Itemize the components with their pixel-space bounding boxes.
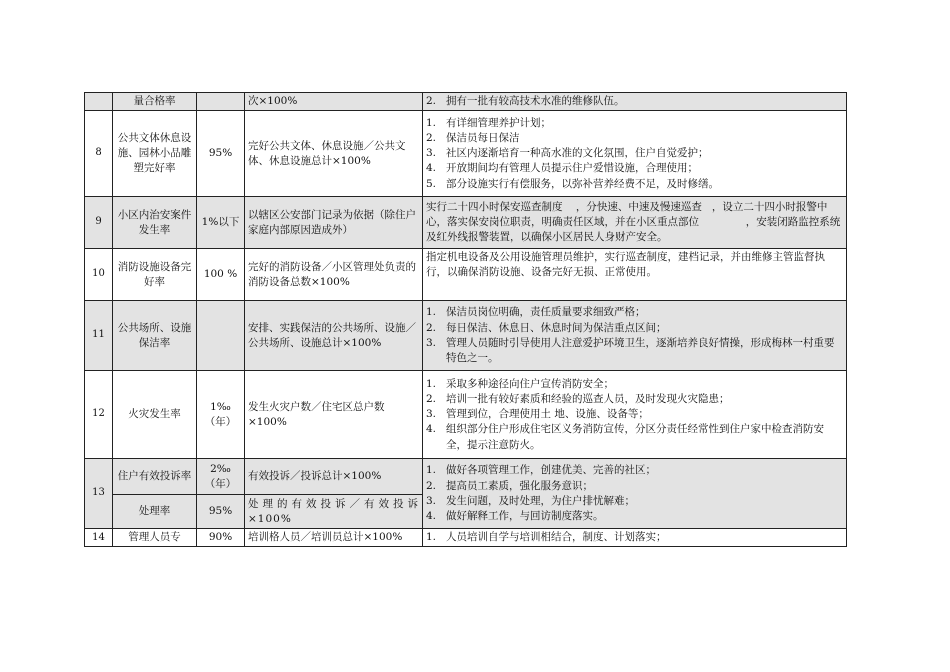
measure-item: 1. 有详细管理养护计划；: [426, 116, 551, 129]
measures: [423, 459, 847, 529]
table-row: [85, 93, 847, 111]
table-row: [85, 111, 847, 197]
measure-item: 2. 每日保洁、休息日、休息时间为保洁重点区间；: [426, 321, 667, 334]
target-value: 95%: [197, 111, 245, 197]
item-name: 量合格率: [113, 93, 197, 111]
measure-item: 3. 管理人员随时引导使用人注意爱护环境卫生，逐渐培养良好情操，形成梅林一村重要特色之一。: [426, 336, 835, 364]
formula: 完好公共文体、休息设施／公共文体、休息设施总计×100%: [245, 111, 423, 197]
item-name: 管理人员专: [113, 529, 197, 547]
measure-item: 2. 培训一批有较好素质和经验的巡查人员，及时发现火灾隐患；: [426, 392, 730, 405]
measure-item: 3. 发生问题，及时处理，为住户排忧解难；: [426, 494, 635, 507]
measure-item: 5. 部分设施实行有偿服务，以弥补营养经费不足，及时修缮。: [426, 177, 719, 190]
measures: [423, 93, 847, 111]
measure-item: 3. 管理到位，合理使用土 地、设施、设备等；: [426, 408, 649, 421]
measures: 指定机电设备及公用设施管理员维护，实行巡查制度，建档记录，并由维修主管监督执行，以确保消防设施、设备完好无损、正常使用。: [423, 249, 847, 301]
table-row: [85, 197, 847, 249]
formula: 有效投诉／投诉总计×100%: [245, 459, 423, 495]
target-value: 1‰（年）: [197, 371, 245, 459]
table-row: [85, 529, 847, 547]
measure-item: 1. 人员培训自学与培训相结合，制度、计划落实；: [426, 531, 667, 544]
measure-item: 1. 采取多种途径向住户宣传消防安全；: [426, 377, 614, 390]
measures: 实行二十四小时保安巡查制度 ，分快速、中速及慢速巡查 ，设立二十四小时报警中心，落实保安岗位职责，明确责任区域，并在小区重点部位 ，安装闭路监控系统及红外线报警装置，以确保小区居民人身财产安全。: [423, 197, 847, 249]
target-value: 95%: [197, 495, 245, 529]
measure-item: 2. 保洁员每日保洁: [426, 131, 520, 144]
measures: [423, 111, 847, 197]
item-name: 住户有效投诉率: [113, 459, 197, 495]
row-number: 14: [85, 529, 113, 547]
table-row: [85, 249, 847, 301]
row-number: 8: [85, 111, 113, 197]
item-name: 消防设施设备完好率: [113, 249, 197, 301]
target-value: [197, 93, 245, 111]
formula: 以辖区公安部门记录为依据（除住户家庭内部原因造成外）: [245, 197, 423, 249]
row-number: [85, 93, 113, 111]
target-value: 90%: [197, 529, 245, 547]
table-row: [85, 301, 847, 371]
row-number: 13: [85, 459, 113, 529]
item-name: 公共文体休息设施、园林小品雕塑完好率: [113, 111, 197, 197]
measures: [423, 301, 847, 371]
item-name: 火灾发生率: [113, 371, 197, 459]
formula: 次×100%: [245, 93, 423, 111]
table-row: [85, 371, 847, 459]
measure-item: 4. 做好解释工作，与回访制度落实。: [426, 509, 604, 522]
target-value: 100 %: [197, 249, 245, 301]
table-row: [85, 459, 847, 495]
measure-item: 4. 组织部分住户形成住宅区义务消防宣传，分区分责任经常性到住户家中检查消防安全，提示注意防火。: [426, 423, 824, 451]
target-value: [197, 301, 245, 371]
formula: 处理的有效投诉／有效投诉×100%: [245, 495, 423, 529]
formula: 安排、实践保洁的公共场所、设施／公共场所、设施总计×100%: [245, 301, 423, 371]
target-value: 2‰（年）: [197, 459, 245, 495]
row-number: 12: [85, 371, 113, 459]
measure-item: 3. 社区内逐渐培育一种高水准的文化氛围，住户自觉爱护；: [426, 147, 709, 160]
item-name: 公共场所、设施保洁率: [113, 301, 197, 371]
measures: [423, 529, 847, 547]
row-number: 10: [85, 249, 113, 301]
formula: 培训格人员／培训员总计×100%: [245, 529, 423, 547]
measure-item: 2. 提高员工素质，强化服务意识；: [426, 479, 593, 492]
item-name: 小区内治安案件发生率: [113, 197, 197, 249]
target-value: 1%以下: [197, 197, 245, 249]
measure-item: 4. 开放期间均有管理人员提示住户爱惜设施，合理使用；: [426, 162, 698, 175]
measure-item: 1. 做好各项管理工作，创建优美、完善的社区；: [426, 464, 656, 477]
item-name: 处理率: [113, 495, 197, 529]
row-number: 9: [85, 197, 113, 249]
kpi-table: [84, 92, 847, 547]
formula: 完好的消防设备／小区管理处负责的消防设备总数×100%: [245, 249, 423, 301]
measure-item: 1. 保洁员岗位明确，责任质量要求细致严格；: [426, 306, 646, 319]
measure-item: 2. 拥有一批有较高技术水准的维修队伍。: [426, 95, 625, 107]
row-number: 11: [85, 301, 113, 371]
formula: 发生火灾户数／住宅区总户数×100%: [245, 371, 423, 459]
measures: [423, 371, 847, 459]
